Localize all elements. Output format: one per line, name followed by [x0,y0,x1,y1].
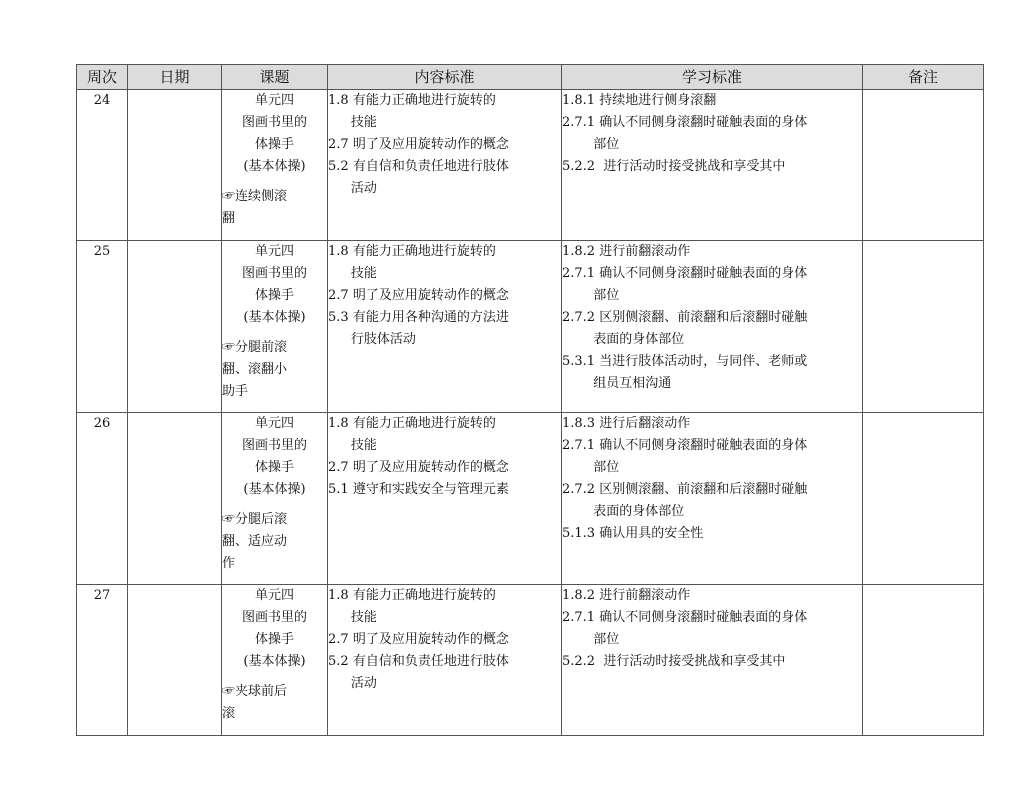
standard-text [593,112,862,156]
standard-line: 有能力正确地进行旋转的 [352,416,496,431]
learning-standard-item [562,585,862,607]
standard-text [593,607,862,651]
standard-code: 2.7.1 [562,438,600,453]
table-row [77,241,984,413]
learning-standard-cell [562,585,863,736]
standard-code: 2.7 [328,460,353,475]
standard-line: 进行前翻滚动作 [599,244,691,259]
remarks-cell [863,90,984,241]
standard-code: 1.8.2 [562,244,600,259]
learning-standard-item [562,479,862,523]
standard-line: 表面的身体部位 [593,332,685,347]
topic-activity [222,509,327,575]
standard-code: 1.8 [328,416,353,431]
learning-standard-cell [562,241,863,413]
standard-line: 确认用具的安全性 [599,526,704,541]
standard-line: 表面的身体部位 [593,504,685,519]
standard-line: 明了及应用旋转动作的概念 [352,288,509,303]
standard-line: 部位 [593,460,620,475]
activity-line: ☞连续侧滚 [222,189,288,204]
standard-text [593,307,862,351]
standard-text [350,651,561,695]
topic-title [222,413,327,501]
standard-code: 5.2 [328,159,353,174]
activity-line: ☞分腿前滚 [222,340,288,355]
learning-standard-item [562,90,862,112]
standard-text [350,241,561,285]
standard-code: 5.3 [328,310,353,325]
week-cell: 24 [77,90,128,241]
content-standard-item [328,307,561,351]
standard-line: 当进行肢体活动时，与同伴、老师或 [599,354,808,369]
standard-text [603,651,862,673]
table-row [77,585,984,736]
header-date: 日期 [128,65,222,90]
week-cell: 27 [77,585,128,736]
standard-text [599,90,862,112]
topic-title [222,241,327,329]
content-standard-cell [328,413,562,585]
standard-line: 活动 [350,181,377,196]
standard-line: 区别侧滚翻、前滚翻和后滚翻时碰触 [599,310,808,325]
content-standard-cell [328,241,562,413]
topic-line: (基本体操) [243,159,306,174]
lesson-plan-table [76,64,984,736]
content-standard-item [328,156,561,200]
standard-code: 5.1 [328,482,353,497]
standard-code: 2.7 [328,632,353,647]
date-cell [128,90,222,241]
standard-code: 2.7 [328,288,353,303]
week-cell: 25 [77,241,128,413]
standard-text [353,134,561,156]
standard-text [599,413,862,435]
header-row [77,65,984,90]
standard-line: 明了及应用旋转动作的概念 [352,632,509,647]
topic-line: 图画书里的 [241,438,307,453]
standard-code: 5.3.1 [562,354,600,369]
remarks-cell [863,585,984,736]
learning-standard-item [562,435,862,479]
topic-activity [222,337,327,403]
activity-line: 作 [222,556,236,571]
standard-line: 持续地进行侧身滚翻 [599,93,717,108]
activity-line: ☞夹球前后 [222,684,288,699]
standard-line: 有自信和负责任地进行肢体 [352,654,509,669]
content-standard-item [328,90,561,134]
content-standard-item [328,413,561,457]
standard-line: 确认不同侧身滚翻时碰触表面的身体 [599,115,808,130]
standard-line: 活动 [350,676,377,691]
standard-text [593,263,862,307]
standard-text [593,435,862,479]
header-week: 周次 [77,65,128,90]
header-topic: 课题 [222,65,328,90]
topic-line: 体操手 [254,288,294,303]
standard-line: 明了及应用旋转动作的概念 [352,460,509,475]
standard-code: 2.7.2 [562,482,600,497]
activity-line: 翻、滚翻小 [222,362,288,377]
standard-text [353,285,561,307]
remarks-cell [863,241,984,413]
topic-line: 体操手 [254,460,294,475]
standard-code: 5.2.2 [562,654,604,669]
content-standard-item [328,285,561,307]
learning-standard-item [562,112,862,156]
standard-line: 组员互相沟通 [593,376,672,391]
content-standard-item [328,134,561,156]
date-cell [128,413,222,585]
standard-line: 部位 [593,137,620,152]
topic-line: 图画书里的 [241,266,307,281]
standard-line: 确认不同侧身滚翻时碰触表面的身体 [599,610,808,625]
learning-standard-item [562,607,862,651]
standard-line: 进行活动时接受挑战和享受其中 [603,159,786,174]
standard-line: 进行前翻滚动作 [599,588,691,603]
learning-standard-item [562,263,862,307]
standard-line: 确认不同侧身滚翻时碰触表面的身体 [599,266,808,281]
standard-code: 5.1.3 [562,526,600,541]
topic-activity [222,186,327,230]
topic-line: 单元四 [254,416,294,431]
standard-line: 进行活动时接受挑战和享受其中 [603,654,786,669]
content-standard-item [328,241,561,285]
topic-line: 单元四 [254,244,294,259]
standard-line: 有自信和负责任地进行肢体 [352,159,509,174]
topic-cell [222,90,328,241]
activity-line: ☞分腿后滚 [222,512,288,527]
standard-code: 5.2.2 [562,159,604,174]
learning-standard-item [562,307,862,351]
learning-standard-item [562,241,862,263]
table-row [77,413,984,585]
learning-standard-item [562,156,862,178]
standard-line: 有能力正确地进行旋转的 [352,93,496,108]
standard-code: 5.2 [328,654,353,669]
standard-code: 2.7 [328,137,353,152]
standard-text [350,413,561,457]
standard-text [350,307,561,351]
standard-code: 2.7.1 [562,266,600,281]
standard-code: 1.8.3 [562,416,600,431]
remarks-cell [863,413,984,585]
standard-text [599,241,862,263]
topic-line: (基本体操) [243,654,306,669]
header-content-standard: 内容标准 [328,65,562,90]
standard-line: 区别侧滚翻、前滚翻和后滚翻时碰触 [599,482,808,497]
standard-code: 1.8 [328,588,353,603]
standard-code: 2.7.2 [562,310,600,325]
standard-text [350,585,561,629]
content-standard-item [328,479,561,501]
standard-text [603,156,862,178]
standard-text [353,457,561,479]
standard-line: 有能力用各种沟通的方法进 [352,310,509,325]
standard-line: 有能力正确地进行旋转的 [352,588,496,603]
standard-line: 遵守和实践安全与管理元素 [352,482,509,497]
content-standard-cell [328,585,562,736]
header-learning-standard: 学习标准 [562,65,863,90]
standard-text [599,585,862,607]
standard-code: 1.8 [328,93,353,108]
topic-line: 体操手 [254,632,294,647]
content-standard-item [328,629,561,651]
content-standard-cell [328,90,562,241]
topic-line: 体操手 [254,137,294,152]
activity-line: 翻 [222,211,236,226]
learning-standard-item [562,351,862,395]
standard-code: 1.8 [328,244,353,259]
activity-line: 助手 [222,384,249,399]
topic-line: (基本体操) [243,482,306,497]
content-standard-item [328,585,561,629]
standard-line: 明了及应用旋转动作的概念 [352,137,509,152]
standard-code: 1.8.2 [562,588,600,603]
standard-line: 技能 [350,438,377,453]
standard-line: 技能 [350,115,377,130]
topic-line: (基本体操) [243,310,306,325]
standard-line: 确认不同侧身滚翻时碰触表面的身体 [599,438,808,453]
standard-line: 有能力正确地进行旋转的 [352,244,496,259]
standard-text [593,351,862,395]
standard-line: 部位 [593,632,620,647]
date-cell [128,241,222,413]
content-standard-item [328,651,561,695]
learning-standard-item [562,413,862,435]
learning-standard-cell [562,413,863,585]
standard-code: 2.7.1 [562,115,600,130]
topic-line: 单元四 [254,93,294,108]
header-remarks: 备注 [863,65,984,90]
content-standard-item [328,457,561,479]
week-cell: 26 [77,413,128,585]
topic-line: 图画书里的 [241,115,307,130]
standard-text [353,629,561,651]
topic-title [222,90,327,178]
topic-cell [222,585,328,736]
topic-cell [222,241,328,413]
standard-text [353,479,561,501]
topic-activity [222,681,327,725]
standard-code: 2.7.1 [562,610,600,625]
topic-line: 图画书里的 [241,610,307,625]
learning-standard-cell [562,90,863,241]
standard-code: 1.8.1 [562,93,600,108]
date-cell [128,585,222,736]
standard-line: 进行后翻滚动作 [599,416,691,431]
activity-line: 翻、适应动 [222,534,288,549]
standard-text [350,90,561,134]
topic-line: 单元四 [254,588,294,603]
standard-text [599,523,862,545]
standard-line: 技能 [350,610,377,625]
activity-line: 滚 [222,706,236,721]
standard-line: 部位 [593,288,620,303]
standard-text [593,479,862,523]
learning-standard-item [562,523,862,545]
learning-standard-item [562,651,862,673]
standard-line: 技能 [350,266,377,281]
standard-line: 行肢体活动 [350,332,416,347]
topic-title [222,585,327,673]
table-row [77,90,984,241]
standard-text [350,156,561,200]
topic-cell [222,413,328,585]
